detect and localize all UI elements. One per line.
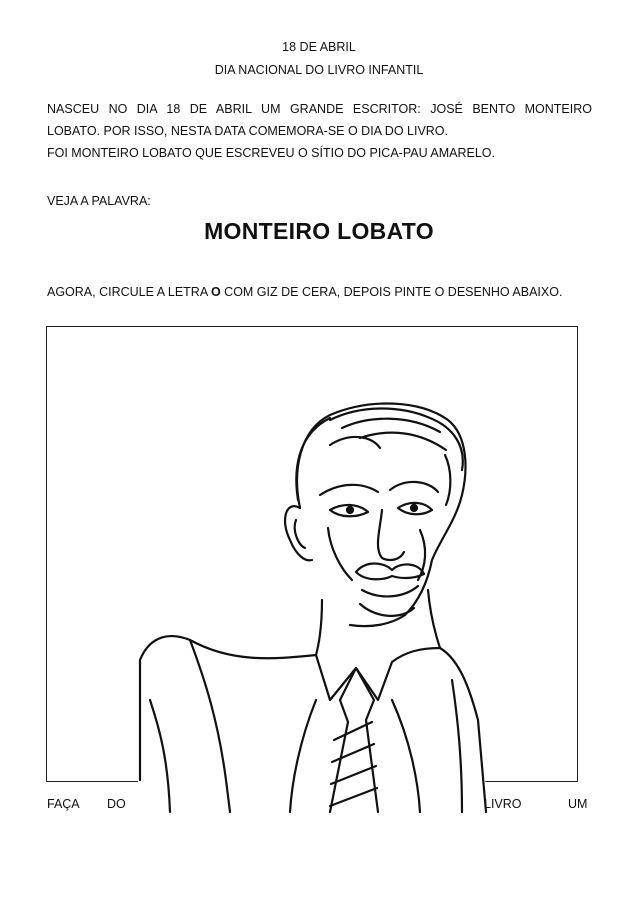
word-label: VEJA A PALAVRA: bbox=[47, 194, 151, 208]
instruction-before: AGORA, CIRCULE A LETRA bbox=[47, 285, 211, 299]
page-title: DIA NACIONAL DO LIVRO INFANTIL bbox=[214, 63, 424, 77]
footer-word-um: UM bbox=[568, 797, 588, 811]
footer-word-do: DO bbox=[107, 797, 126, 811]
instruction-letter: O bbox=[210, 285, 221, 299]
intro-line-1: NASCEU NO DIA 18 DE ABRIL UM GRANDE ESCRITOR: JOSÉ BENTO MONTEIRO bbox=[47, 102, 592, 116]
date-heading: 18 DE ABRIL bbox=[282, 40, 356, 54]
instruction-after: COM GIZ DE CERA, DEPOIS PINTE O DESENHO ABAIXO. bbox=[220, 285, 563, 299]
intro-line-3: FOI MONTEIRO LOBATO QUE ESCREVEU O SÍTIO DO PICA-PAU AMARELO. bbox=[47, 146, 495, 160]
footer-word-livro: LIVRO bbox=[484, 797, 522, 811]
footer-word-faca: FAÇA bbox=[47, 797, 80, 811]
featured-word: MONTEIRO LOBATO bbox=[204, 218, 434, 244]
intro-line-2: LOBATO. POR ISSO, NESTA DATA COMEMORA-SE O DIA DO LIVRO. bbox=[47, 124, 449, 138]
